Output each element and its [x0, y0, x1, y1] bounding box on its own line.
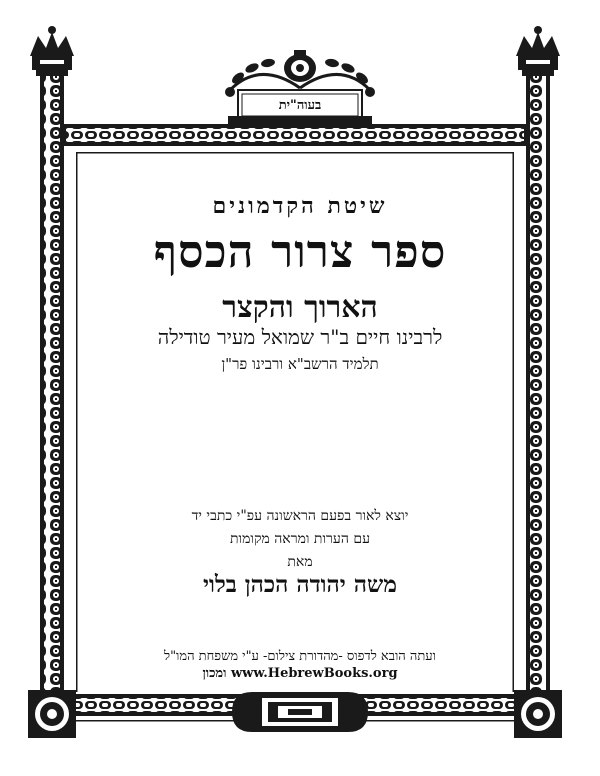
- editor-name: משה יהודה הכהן בלוי: [203, 571, 397, 598]
- left-crown-finial-icon: [30, 26, 74, 70]
- main-title: ספר צרור הכסף: [153, 225, 447, 278]
- series-title: שיטת הקדמונים: [212, 193, 388, 219]
- right-crown-finial-icon: [516, 26, 560, 70]
- publication-line-2: עם הערות ומראה מקומות: [230, 531, 370, 547]
- crown-ornament-icon: [284, 50, 316, 82]
- left-corner-rosette-icon: [28, 690, 76, 738]
- publication-line-1: יוצא לאור בפעם הראשונה עפ"י כתבי יד: [191, 508, 409, 524]
- right-pillar: [522, 70, 554, 710]
- right-corner-rosette-icon: [514, 690, 562, 738]
- top-border-bar: [64, 124, 526, 146]
- author-line: לרבינו חיים ב"ר שמואל מעיר טודילה: [157, 325, 443, 349]
- student-line: תלמיד הרשב"א ורבינו פר"ן: [221, 355, 379, 373]
- website-line: ומכון www.HebrewBooks.org: [202, 666, 398, 681]
- left-pillar: [36, 70, 68, 710]
- publication-line-3: מאת: [287, 554, 313, 570]
- scroll-cartouche-icon: [232, 692, 368, 732]
- reprint-line: ועתה הובא לדפוס -מהדורת צילום- ע"י משפחת המו"ל: [163, 649, 436, 664]
- subtitle: הארוך והקצר: [222, 290, 378, 325]
- top-blessing: בעוה"ית: [278, 98, 322, 113]
